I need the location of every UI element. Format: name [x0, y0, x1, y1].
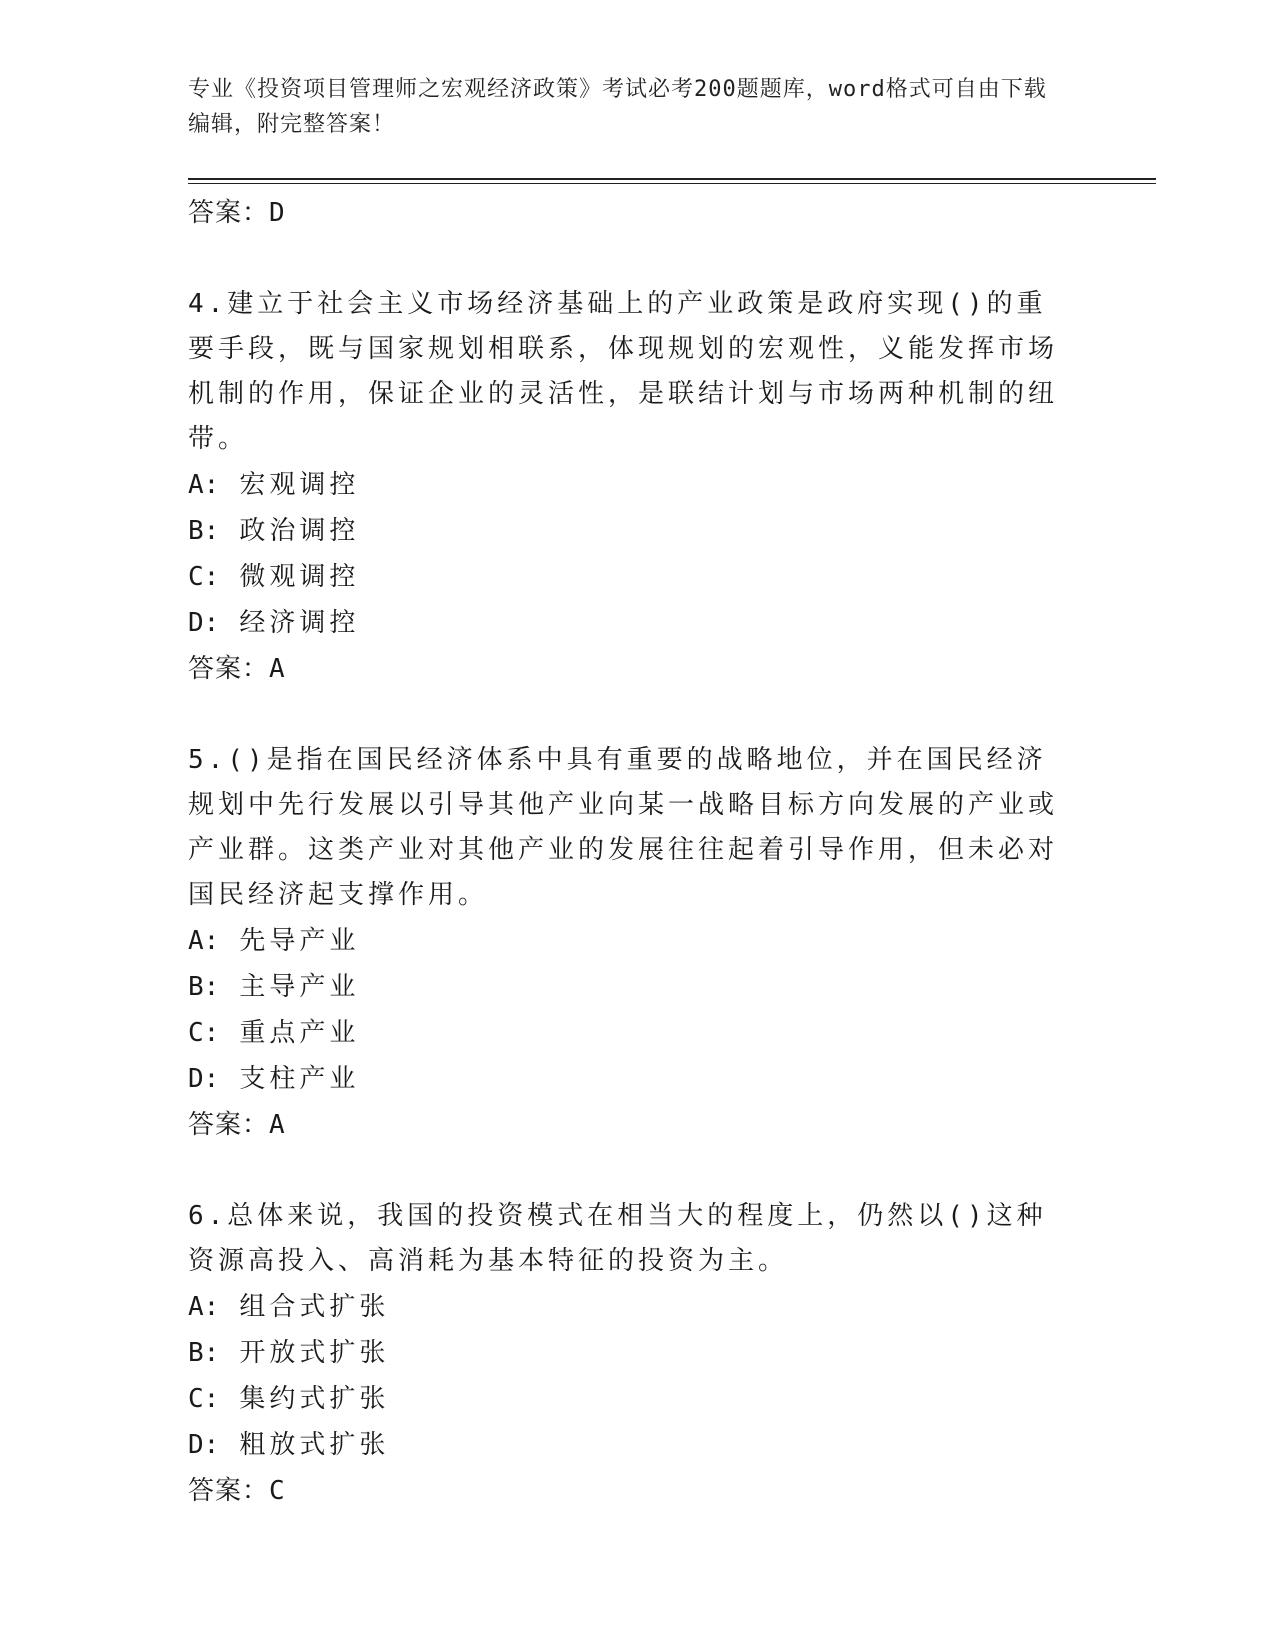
option-text: 政治调控	[239, 516, 360, 546]
option-key: A:	[188, 1292, 220, 1322]
option-text: 集约式扩张	[239, 1384, 390, 1414]
option-key: D:	[188, 1064, 220, 1094]
question-stem: 6.总体来说，我国的投资模式在相当大的程度上，仍然以()这种资源高投入、高消耗为基本特征的投资为主。	[188, 1201, 1047, 1276]
option-key: D:	[188, 1430, 220, 1460]
answer-value: D	[269, 198, 286, 228]
answer-line	[188, 1102, 1068, 1148]
option-text: 主导产业	[239, 972, 360, 1002]
option-key: D:	[188, 608, 220, 638]
option-c	[188, 1376, 1068, 1422]
option-key: A:	[188, 470, 220, 500]
option-text: 粗放式扩张	[239, 1430, 390, 1460]
document-content	[188, 190, 1068, 1514]
option-a	[188, 462, 1068, 508]
question-stem: 5.()是指在国民经济体系中具有重要的战略地位，并在国民经济规划中先行发展以引导其他产业向某一战略目标方向发展的产业或产业群。这类产业对其他产业的发展往往起着引导作用，但未必对国民经济起支撑作用。	[188, 745, 1059, 910]
option-key: A:	[188, 926, 220, 956]
header-rule-thick	[188, 178, 1156, 180]
answer-label: 答案：	[188, 198, 270, 228]
option-text: 宏观调控	[239, 470, 360, 500]
option-key: C:	[188, 1384, 220, 1414]
option-c	[188, 554, 1068, 600]
answer-value: A	[269, 1110, 286, 1140]
option-b	[188, 964, 1068, 1010]
option-text: 开放式扩张	[239, 1338, 390, 1368]
question-block	[188, 1194, 1068, 1514]
option-key: C:	[188, 562, 220, 592]
option-b	[188, 1330, 1068, 1376]
answer-value: C	[269, 1476, 286, 1506]
option-text: 重点产业	[239, 1018, 360, 1048]
answer-line	[188, 646, 1068, 692]
option-text: 组合式扩张	[239, 1292, 390, 1322]
option-key: B:	[188, 1338, 220, 1368]
question-block	[188, 282, 1068, 692]
answer-label: 答案：	[188, 1110, 270, 1140]
answer-value: A	[269, 654, 286, 684]
answer-line	[188, 1468, 1068, 1514]
header-rule-thin	[188, 183, 1156, 184]
option-d	[188, 600, 1068, 646]
option-d	[188, 1422, 1068, 1468]
question-block	[188, 738, 1068, 1148]
option-text: 微观调控	[239, 562, 360, 592]
document-header: 专业《投资项目管理师之宏观经济政策》考试必考200题题库，word格式可自由下载编辑，附完整答案！	[188, 77, 1047, 137]
option-text: 先导产业	[239, 926, 360, 956]
option-c	[188, 1010, 1068, 1056]
option-a	[188, 918, 1068, 964]
option-text: 经济调控	[239, 608, 360, 638]
answer-label: 答案：	[188, 654, 270, 684]
option-key: C:	[188, 1018, 220, 1048]
answer-line	[188, 190, 1068, 236]
option-key: B:	[188, 972, 220, 1002]
option-key: B:	[188, 516, 220, 546]
question-stem: 4.建立于社会主义市场经济基础上的产业政策是政府实现()的重要手段，既与国家规划相联系，体现规划的宏观性，义能发挥市场机制的作用，保证企业的灵活性，是联结计划与市场两种机制的纽带。	[188, 289, 1059, 454]
answer-label: 答案：	[188, 1476, 270, 1506]
option-a	[188, 1284, 1068, 1330]
option-d	[188, 1056, 1068, 1102]
option-text: 支柱产业	[239, 1064, 360, 1094]
option-b	[188, 508, 1068, 554]
